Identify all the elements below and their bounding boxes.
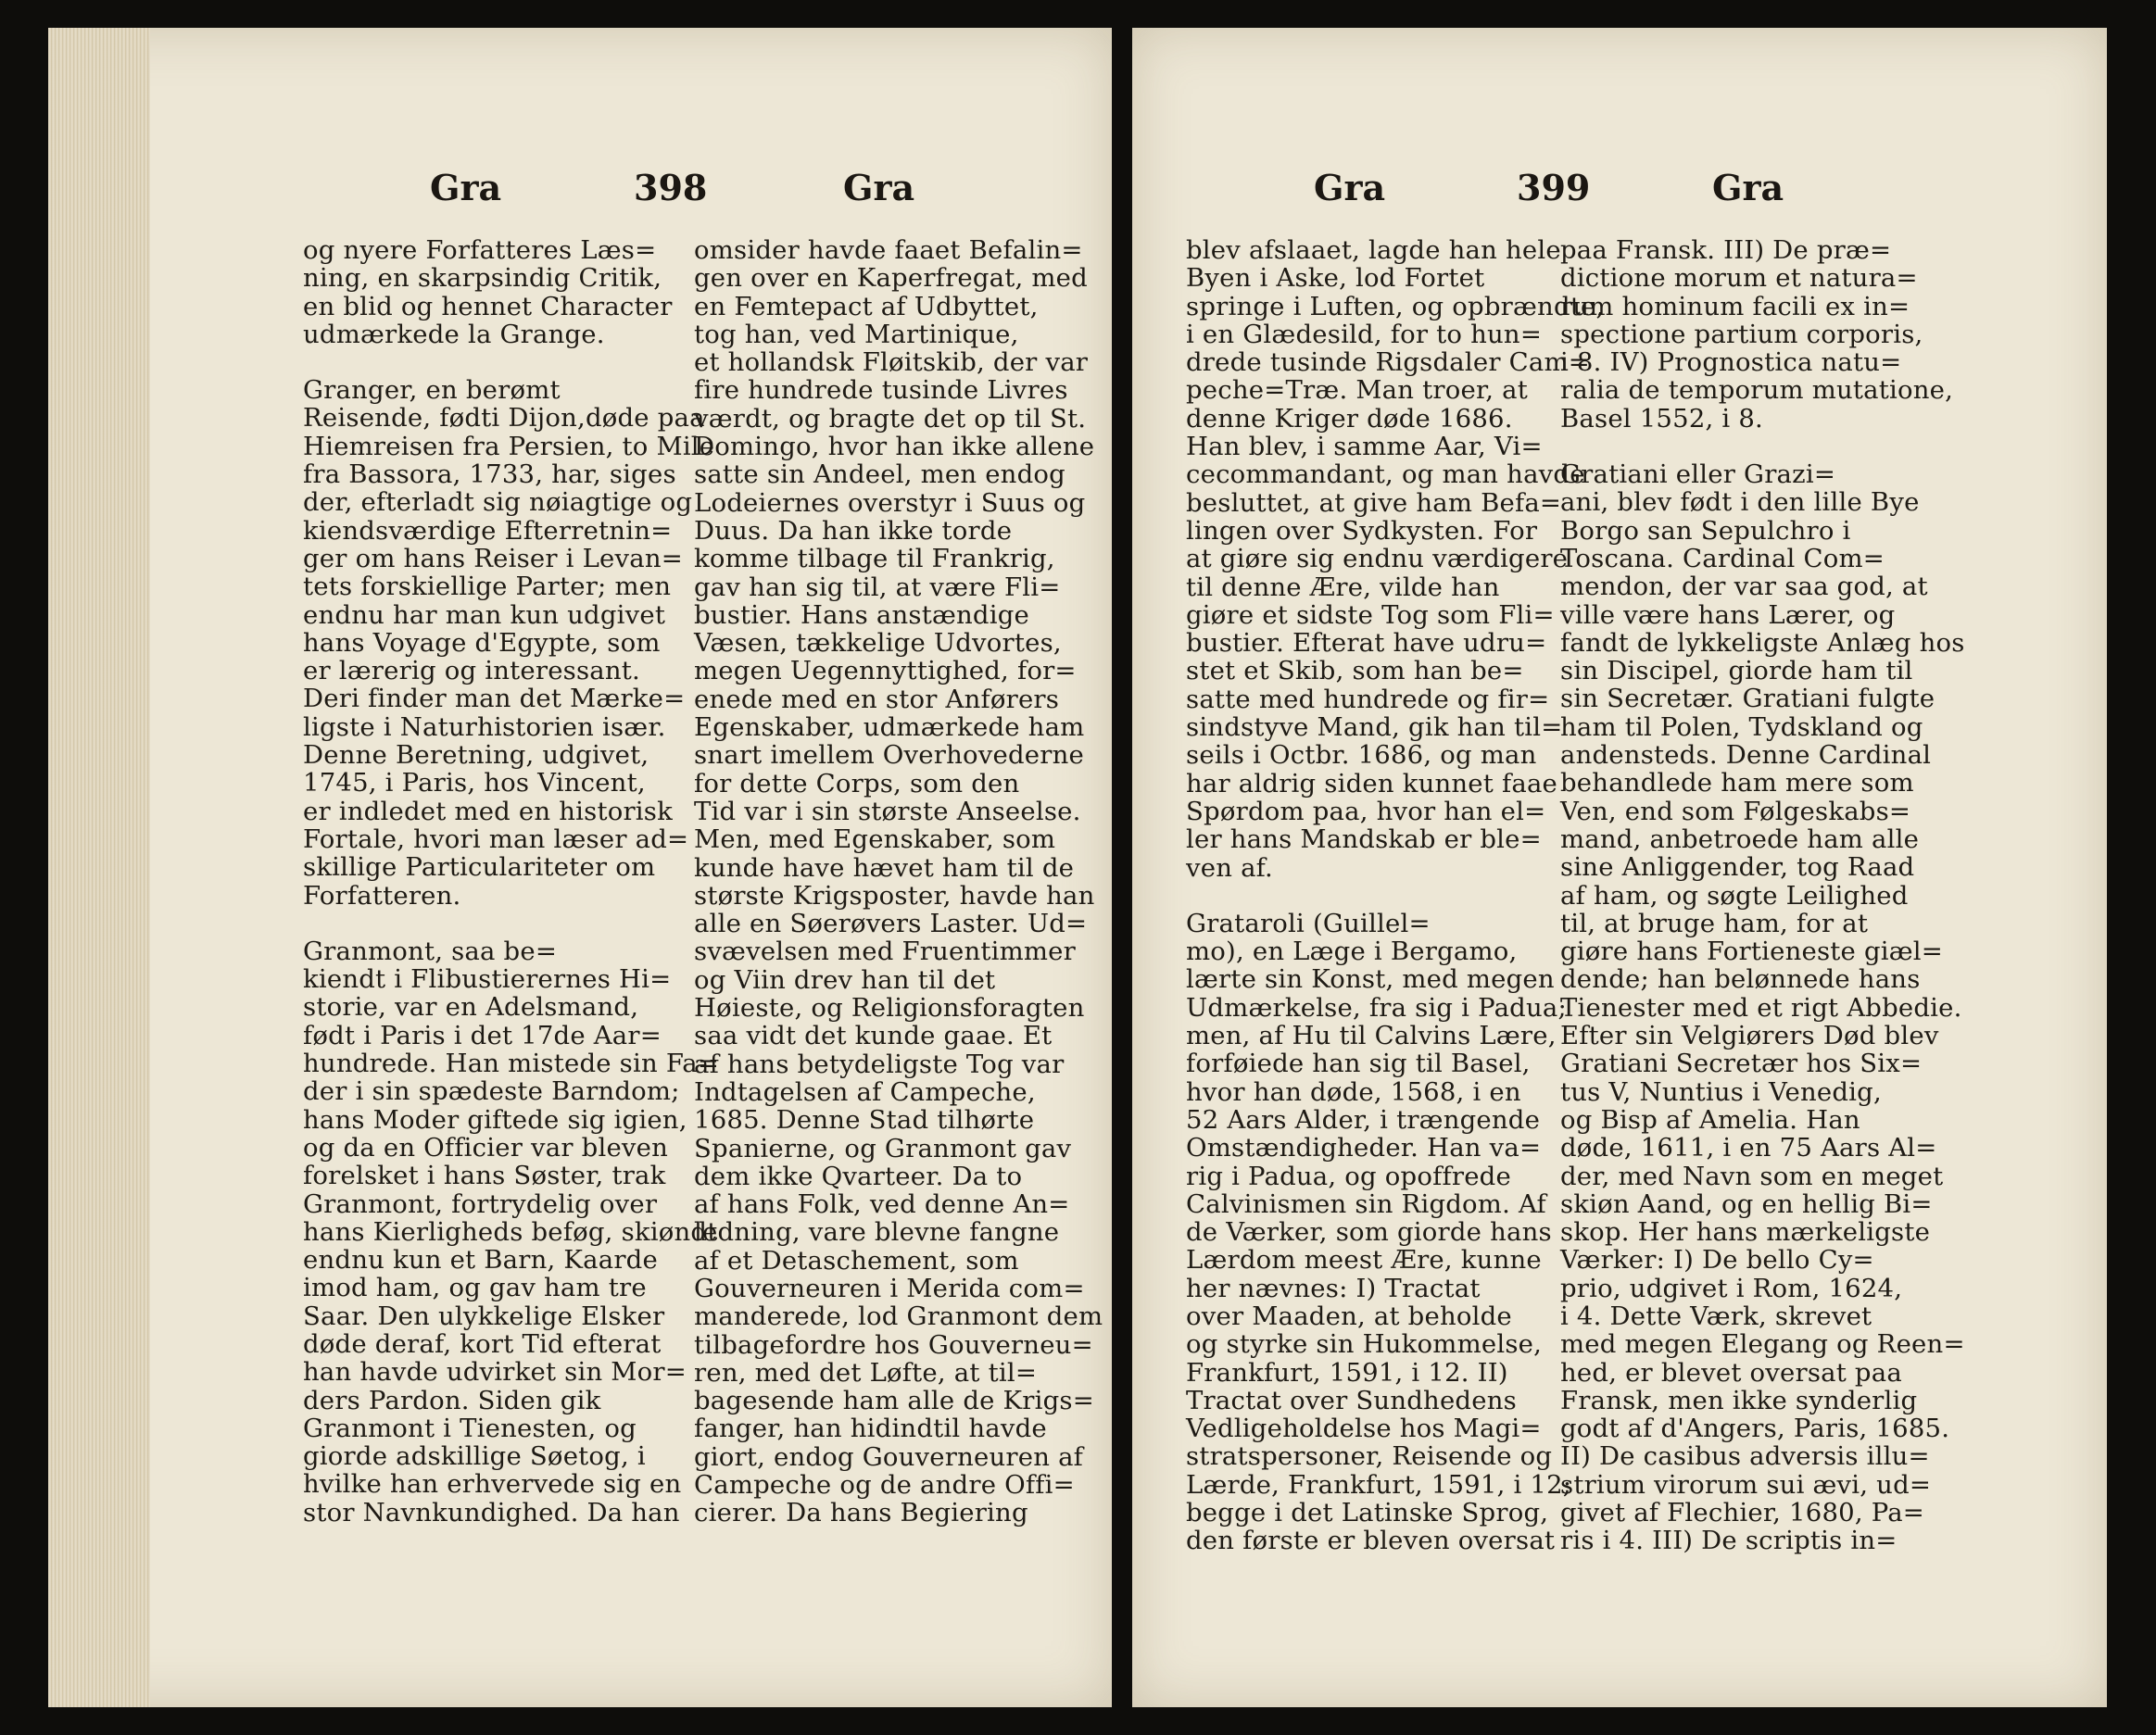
text-line: ani, blev født i den lille Bye xyxy=(1560,487,1920,518)
text-line: tog han, ved Martinique, xyxy=(694,319,1019,349)
text-line: hvilke han erhvervede sig en xyxy=(303,1469,682,1500)
text-line: hans Voyage d'Egypte, som xyxy=(303,627,661,658)
text-line: af hans betydeligste Tog var xyxy=(694,1049,1065,1079)
header-left-word: Gra xyxy=(1314,167,1386,208)
text-line: i en Glædesild, for to hun= xyxy=(1186,319,1543,349)
text-line: hvor han døde, 1568, i en xyxy=(1186,1076,1521,1107)
page-number: 399 xyxy=(1517,167,1591,208)
text-line: peche=Træ. Man troer, at xyxy=(1186,375,1529,406)
text-line: drede tusinde Rigsdaler Cam= xyxy=(1186,347,1590,378)
text-line: spectione partium corporis, xyxy=(1560,319,1923,349)
text-line: hans Kierligheds beføg, skiøndt xyxy=(303,1216,718,1247)
text-line: tus V, Nuntius i Venedig, xyxy=(1560,1076,1882,1107)
text-line: sin Discipel, giorde ham til xyxy=(1560,656,1913,686)
text-column-2 xyxy=(694,236,1106,1528)
text-column-1 xyxy=(303,235,720,1528)
text-line: Campeche og de andre Offi= xyxy=(694,1470,1075,1501)
text-line: Granger, en berømt xyxy=(303,375,561,406)
text-line: Basel 1552, i 8. xyxy=(1560,403,1763,434)
text-line: 1685. Denne Stad tilhørte xyxy=(694,1105,1035,1136)
text-line: ham til Polen, Tydskland og xyxy=(1560,711,1923,742)
text-line: Ven, end som Følgeskabs= xyxy=(1560,796,1911,826)
text-line: bagesende ham alle de Krigs= xyxy=(694,1386,1094,1416)
text-line: seils i Octbr. 1686, og man xyxy=(1186,740,1537,771)
text-line: fra Bassora, 1733, har, siges xyxy=(303,459,676,490)
text-line: cierer. Da hans Begiering xyxy=(694,1498,1028,1528)
text-line: største Krigsposter, havde han xyxy=(694,880,1095,911)
text-line: af et Detaschement, som xyxy=(694,1245,1019,1276)
text-line: giorde adskillige Søetog, i xyxy=(303,1441,646,1472)
text-line: megen Uegennyttighed, for= xyxy=(694,656,1077,686)
text-line: Vedligeholdelse hos Magi= xyxy=(1186,1414,1542,1444)
page-header xyxy=(48,167,1112,222)
page-header xyxy=(1132,167,2107,222)
text-line: bustier. Hans anstændige xyxy=(694,599,1030,630)
text-line: hed, er blevet oversat paa xyxy=(1560,1357,1902,1388)
text-line: dende; han belønnede hans xyxy=(1560,964,1921,995)
text-line: ders Pardon. Siden gik xyxy=(303,1385,601,1415)
text-line: og Viin drev han til det xyxy=(694,964,996,995)
text-line: forelsket i hans Søster, trak xyxy=(303,1161,666,1191)
text-line: skiøn Aand, og en hellig Bi= xyxy=(1560,1188,1933,1219)
text-line: værdt, og bragte det op til St. xyxy=(694,403,1087,434)
text-line: Spørdom paa, hvor han el= xyxy=(1186,796,1546,826)
text-line: giort, endog Gouverneuren af xyxy=(694,1441,1084,1472)
text-line: enede med en stor Anførers xyxy=(694,684,1060,714)
text-line: cecommandant, og man havde xyxy=(1186,459,1585,490)
text-line: kiendt i Flibustierernes Hi= xyxy=(303,964,672,995)
text-line: ledning, vare blevne fangne xyxy=(694,1217,1060,1248)
text-line: og Bisp af Amelia. Han xyxy=(1560,1104,1860,1135)
text-line: skop. Her hans mærkeligste xyxy=(1560,1217,1931,1248)
text-line: han havde udvirket sin Mor= xyxy=(303,1357,687,1388)
text-line: Høieste, og Religionsforagten xyxy=(694,993,1085,1024)
text-line: forføiede han sig til Basel, xyxy=(1186,1049,1531,1079)
text-line: alle en Søerøvers Laster. Ud= xyxy=(694,909,1088,939)
text-line: Udmærkelse, fra sig i Padua; xyxy=(1186,992,1567,1023)
text-line: for dette Corps, som den xyxy=(694,768,1020,798)
text-line: af ham, og søgte Leilighed xyxy=(1560,880,1909,911)
text-line: Granmont, fortrydelig over xyxy=(303,1188,658,1219)
text-line: andensteds. Denne Cardinal xyxy=(1560,740,1932,771)
text-line: Men, med Egenskaber, som xyxy=(694,824,1056,855)
text-line: at giøre sig endnu værdigere xyxy=(1186,544,1569,574)
text-line: et hollandsk Fløitskib, der var xyxy=(694,347,1089,378)
text-line: Spanierne, og Granmont gav xyxy=(694,1133,1072,1163)
text-line: til denne Ære, vilde han xyxy=(1186,572,1500,602)
text-line: og nyere Forfatteres Læs= xyxy=(303,235,657,265)
text-line: denne Kriger døde 1686. xyxy=(1186,403,1513,434)
text-line: sin Secretær. Gratiani fulgte xyxy=(1560,684,1935,714)
text-line: Grataroli (Guillel= xyxy=(1186,908,1431,938)
text-line: der i sin spædeste Barndom; xyxy=(303,1076,680,1107)
text-line: Denne Beretning, udgivet, xyxy=(303,740,649,771)
text-line: til, at bruge ham, for at xyxy=(1560,908,1869,938)
text-line: Deri finder man det Mærke= xyxy=(303,684,686,714)
text-line: har aldrig siden kunnet faae xyxy=(1186,768,1558,798)
text-line: der, efterladt sig nøiagtige og xyxy=(303,487,693,518)
header-right-word: Gra xyxy=(1712,167,1784,208)
text-line: behandlede ham mere som xyxy=(1560,768,1914,798)
text-line: Tractat over Sundhedens xyxy=(1186,1385,1517,1415)
text-line: Calvinismen sin Rigdom. Af xyxy=(1186,1188,1546,1219)
text-line: Omstændigheder. Han va= xyxy=(1186,1133,1542,1163)
text-line: mendon, der var saa god, at xyxy=(1560,572,1928,602)
text-line: sindstyve Mand, gik han til= xyxy=(1186,712,1563,743)
text-line: af hans Folk, ved denne An= xyxy=(694,1189,1070,1220)
text-line: Værker: I) De bello Cy= xyxy=(1560,1245,1874,1276)
text-line: Egenskaber, udmærkede ham xyxy=(694,712,1085,743)
text-line: Forfatteren. xyxy=(303,880,461,911)
text-line: stratspersoner, Reisende og xyxy=(1186,1441,1553,1472)
text-line: lingen over Sydkysten. For xyxy=(1186,515,1538,546)
text-line: dictione morum et natura= xyxy=(1560,263,1918,294)
header-left-word: Gra xyxy=(430,167,502,208)
text-line: prio, udgivet i Rom, 1624, xyxy=(1560,1273,1903,1303)
text-line: springe i Luften, og opbrændte, xyxy=(1186,291,1605,321)
text-line: giøre hans Fortieneste giæl= xyxy=(1560,937,1944,967)
text-line: Granmont, saa be= xyxy=(303,936,558,966)
text-line: Han blev, i samme Aar, Vi= xyxy=(1186,432,1543,462)
text-line: med megen Elegang og Reen= xyxy=(1560,1329,1965,1360)
text-line: imod ham, og gav ham tre xyxy=(303,1273,647,1303)
text-line: ven af. xyxy=(1186,852,1273,883)
text-line: ler hans Mandskab er ble= xyxy=(1186,824,1542,855)
text-line: Toscana. Cardinal Com= xyxy=(1560,543,1885,573)
text-line: skillige Particulariteter om xyxy=(303,852,656,883)
text-line: Borgo san Sepulchro i xyxy=(1560,515,1851,546)
text-line: døde deraf, kort Tid efterat xyxy=(303,1328,662,1359)
text-line: her nævnes: I) Tractat xyxy=(1186,1273,1481,1303)
text-line: er indledet med en historisk xyxy=(303,796,673,826)
text-line: satte sin Andeel, men endog xyxy=(694,459,1065,490)
text-line: en Femtepact af Udbyttet, xyxy=(694,291,1039,321)
text-line: stor Navnkundighed. Da han xyxy=(303,1497,680,1528)
text-line: fandt de lykkeligste Anlæg hos xyxy=(1560,627,1965,658)
text-line: Duus. Da han ikke torde xyxy=(694,515,1013,546)
text-line: fire hundrede tusinde Livres xyxy=(694,375,1068,406)
text-line: 52 Aars Alder, i trængende xyxy=(1186,1104,1541,1135)
left-page xyxy=(48,28,1112,1707)
text-line: ning, en skarpsindig Critik, xyxy=(303,263,662,294)
text-line: Væsen, tækkelige Udvortes, xyxy=(694,628,1062,659)
text-line: besluttet, at give ham Befa= xyxy=(1186,487,1562,518)
text-line: satte med hundrede og fir= xyxy=(1186,684,1550,714)
text-line: døde, 1611, i en 75 Aars Al= xyxy=(1560,1133,1937,1163)
text-line: Gouverneuren i Merida com= xyxy=(694,1273,1085,1303)
text-line: paa Fransk. III) De præ= xyxy=(1560,235,1892,265)
text-line: begge i det Latinske Sprog, xyxy=(1186,1498,1549,1528)
text-line: Gratiani eller Grazi= xyxy=(1560,459,1836,490)
text-line: snart imellem Overhovederne xyxy=(694,740,1084,771)
text-line: svævelsen med Fruentimmer xyxy=(694,937,1076,967)
text-line: udmærkede la Grange. xyxy=(303,319,605,349)
text-line: ris i 4. III) De scriptis in= xyxy=(1560,1526,1898,1556)
text-line: Tienester med et rigt Abbedie. xyxy=(1560,992,1962,1023)
text-line: hundrede. Han mistede sin Fa= xyxy=(303,1049,720,1079)
text-line: Granmont i Tienesten, og xyxy=(303,1413,637,1443)
text-line: Saar. Den ulykkelige Elsker xyxy=(303,1301,665,1331)
text-line: Efter sin Velgiørers Død blev xyxy=(1560,1021,1939,1051)
text-line: givet af Flechier, 1680, Pa= xyxy=(1560,1498,1925,1528)
text-line: komme tilbage til Frankrig, xyxy=(694,544,1055,574)
text-line: Lodeiernes overstyr i Suus og xyxy=(694,487,1086,518)
text-line: Tid var i sin største Anseelse. xyxy=(694,796,1081,826)
page-edges xyxy=(48,28,150,1707)
text-line: gen over en Kaperfregat, med xyxy=(694,263,1088,294)
text-line: rig i Padua, og opoffrede xyxy=(1186,1161,1511,1191)
text-line: i 8. IV) Prognostica natu= xyxy=(1560,347,1902,378)
text-line: Fransk, men ikke synderlig xyxy=(1560,1385,1918,1415)
text-line: og styrke sin Hukommelse, xyxy=(1186,1329,1543,1360)
text-line: storie, var en Adelsmand, xyxy=(303,992,639,1023)
text-line: der, med Navn som en meget xyxy=(1560,1161,1944,1191)
text-line: rum hominum facili ex in= xyxy=(1560,291,1910,321)
text-line: og da en Officier var bleven xyxy=(303,1132,669,1163)
text-line: Indtagelsen af Campeche, xyxy=(694,1076,1036,1107)
text-line: sine Anliggender, tog Raad xyxy=(1560,852,1915,883)
text-line: gav han sig til, at være Fli= xyxy=(694,572,1061,602)
text-line: Lærde, Frankfurt, 1591, i 12; xyxy=(1186,1469,1572,1500)
text-line: Gratiani Secretær hos Six= xyxy=(1560,1049,1923,1079)
text-column-1 xyxy=(1186,235,1605,1556)
text-line: giøre et sidste Tog som Fli= xyxy=(1186,599,1555,630)
text-line: godt af d'Angers, Paris, 1685. xyxy=(1560,1414,1950,1444)
text-line: endnu har man kun udgivet xyxy=(303,599,666,630)
text-line: er lærerig og interessant. xyxy=(303,656,640,686)
text-line: de Værker, som giorde hans xyxy=(1186,1217,1552,1248)
text-line: den første er bleven oversat xyxy=(1186,1526,1556,1556)
text-line: ligste i Naturhistorien især. xyxy=(303,711,666,742)
text-line: en blid og hennet Character xyxy=(303,291,673,321)
right-page xyxy=(1132,28,2107,1707)
text-line: strium virorum sui ævi, ud= xyxy=(1560,1469,1932,1500)
text-line: bustier. Efterat have udru= xyxy=(1186,628,1547,659)
text-line: i 4. Dette Værk, skrevet xyxy=(1560,1301,1872,1331)
text-line: ville være hans Lærer, og xyxy=(1560,599,1896,630)
text-line: ralia de temporum mutatione, xyxy=(1560,375,1954,406)
text-line: II) De casibus adversis illu= xyxy=(1560,1441,1930,1472)
text-line: tilbagefordre hos Gouverneu= xyxy=(694,1329,1093,1360)
text-line: stet et Skib, som han be= xyxy=(1186,656,1524,686)
text-line: mo), en Læge i Bergamo, xyxy=(1186,937,1518,967)
text-column-2 xyxy=(1560,235,1965,1556)
text-line: 1745, i Paris, hos Vincent, xyxy=(303,768,646,798)
text-line: hans Moder giftede sig igien, xyxy=(303,1104,687,1135)
text-line: omsider havde faaet Befalin= xyxy=(694,235,1083,265)
page-number: 398 xyxy=(634,167,708,208)
text-line: Frankfurt, 1591, i 12. II) xyxy=(1186,1357,1508,1388)
text-line: men, af Hu til Calvins Lære, xyxy=(1186,1021,1557,1051)
text-line: manderede, lod Granmont dem xyxy=(694,1301,1103,1332)
text-line: over Maaden, at beholde xyxy=(1186,1301,1512,1331)
text-line: Hiemreisen fra Persien, to Mile xyxy=(303,431,715,461)
text-line: mand, anbetroede ham alle xyxy=(1560,823,1920,854)
text-line: Reisende, fødti Dijon,døde paa xyxy=(303,403,705,434)
text-line: endnu kun et Barn, Kaarde xyxy=(303,1245,658,1276)
text-line: født i Paris i det 17de Aar= xyxy=(303,1020,662,1050)
text-line: ger om hans Reiser i Levan= xyxy=(303,543,684,573)
text-line: Domingo, hvor han ikke allene xyxy=(694,432,1095,462)
text-line: saa vidt det kunde gaae. Et xyxy=(694,1021,1053,1051)
header-right-word: Gra xyxy=(843,167,915,208)
text-line: Byen i Aske, lod Fortet xyxy=(1186,263,1485,294)
text-line: blev afslaaet, lagde han hele xyxy=(1186,235,1561,265)
text-line: Lærdom meest Ære, kunne xyxy=(1186,1245,1542,1276)
text-line: fanger, han hidindtil havde xyxy=(694,1414,1047,1444)
text-line: ren, med det Løfte, at til= xyxy=(694,1357,1038,1388)
text-line: kunde have hævet ham til de xyxy=(694,852,1075,883)
text-line: kiendsværdige Efterretnin= xyxy=(303,515,673,546)
text-line: tets forskiellige Parter; men xyxy=(303,572,672,602)
text-line: lærte sin Konst, med megen xyxy=(1186,964,1555,995)
text-line: dem ikke Qvarteer. Da to xyxy=(694,1161,1023,1191)
text-line: Fortale, hvori man læser ad= xyxy=(303,823,689,854)
